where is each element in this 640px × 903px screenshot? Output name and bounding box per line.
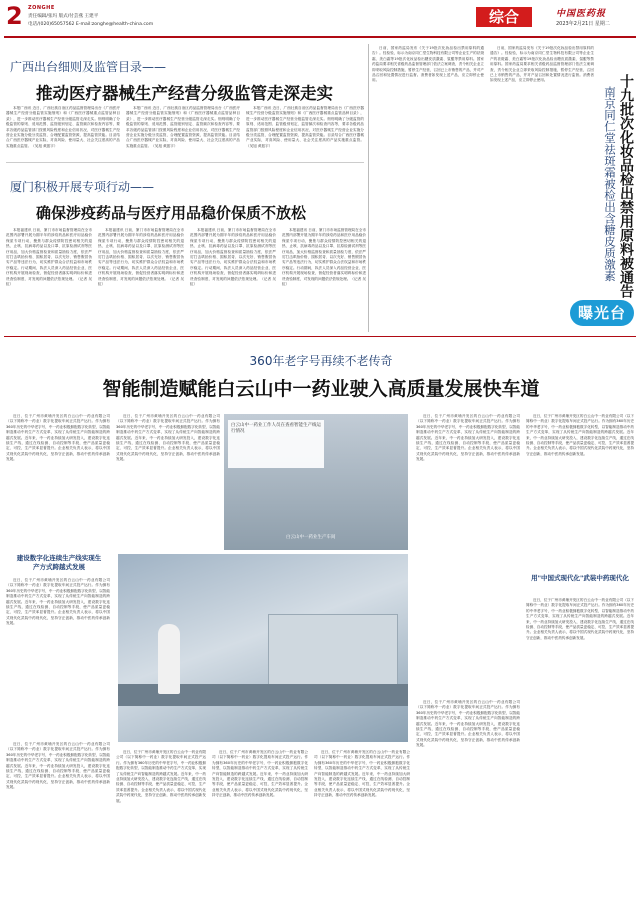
- masthead-rule: [4, 36, 636, 38]
- article1-kicker: 广西出台细则及监管目录——: [10, 60, 167, 74]
- feature-body-bottom1: 近日，位于广州市黄埔开发区的白云山中一药业有限公司（以下简称中一药业）数字化提取车间正式投产运行。作为拥有360年历史的中华老字号，中一药业积极拥抱数字化转型，以智能制造推动中药生产方式变革，实现了从传统生产向智能制造的跨越式发展。近年来，中一药业持续加大研发投入，建设数字化连续生产线，通过在线检测、自动控制等手段，使产品质量更稳定、可控，生产效率显著提升。企业相关负责人表示，将以中国式现代化武装中药现代化，坚持守正创新，推动中医药传承创新发展。: [6, 742, 110, 790]
- worker-shape: [158, 624, 180, 694]
- column-divider: [368, 44, 369, 332]
- section-title: 综合: [488, 8, 519, 26]
- feature-body-col1: 近日，位于广州市黄埔开发区的白云山中一药业有限公司（以下简称中一药业）数字化提取车间正式投产运行。作为拥有360年历史的中华老字号，中一药业积极拥抱数字化转型，以智能制造推动中药生产方式变革，实现了从传统生产向智能制造的跨越式发展。近年来，中一药业持续加大研发投入，建设数字化连续生产线，通过在线检测、自动控制等手段，使产品质量更稳定、可控，生产效率显著提升。企业相关负责人表示，将以中国式现代化武装中药现代化，坚持守正创新，推动中医药传承创新发展。: [6, 414, 110, 462]
- article1-body-col3: 本报广西讯 近日，广西壮族自治区药品监督管理局出台《广西医疗器械生产经营分级监管实施细则》和《广西医疗器械重点监管品种目录》，进一步推动医疗器械生产经营分级监管走深走实。细则明确了分级监管的原则、适用范围、监管级别划定、监管频次和检查内容等，要求各级药品监管部门按照风险程度和企业信用状况，对医疗器械生产经营企业实施分级分类监管，合理配置监管资源，提高监管效能。目录结合广西医疗器械产业实际，对高风险、使用量大、社会关注度高的产品实施重点监管。（吴旭 黄振宇）: [246, 106, 364, 148]
- masthead: [0, 0, 640, 38]
- sidebar-body-col2: 日前，国家药监局发布《关于19批次化妆品检出禁用原料的通告》。经检验，标示为南京同仁堂生物科技有限公司等企业生产的祛斑霜、美白霜等19批次化妆品检出糖皮质激素、氢醌等禁用原料。国家药监局要求相关省级药品监督管理部门依法立案调查，责令相关企业立即采取风险控制措施，暂停生产经营，召回已上市销售的产品，并对产品召回和处置情况进行监督。消费者如发现上述产品，应立即停止使用。: [490, 46, 594, 83]
- editors-line: 责任编辑/张玛 版式/付芸燕 王建平: [28, 14, 99, 19]
- article2-headline: 确保涉疫药品与医疗用品稳价保质不放松: [36, 204, 307, 222]
- section-pinyin: ZONGHE: [28, 5, 55, 11]
- exposure-tag-label: 曝光台: [577, 304, 626, 322]
- article1-divider: [6, 162, 364, 163]
- feature-body-col3: 近日，位于广州市黄埔开发区的白云山中一药业有限公司（以下简称中一药业）数字化提取车间正式投产运行。作为拥有360年历史的中华老字号，中一药业积极拥抱数字化转型，以智能制造推动中药生产方式变革，实现了从传统生产向智能制造的跨越式发展。近年来，中一药业持续加大研发投入，建设数字化连续生产线，通过在线检测、自动控制等手段，使产品质量更稳定、可控，生产效率显著提升。企业相关负责人表示，将以中国式现代化武装中药现代化，坚持守正创新，推动中医药传承创新发展。: [416, 414, 520, 462]
- caption-1: 白云山中一药业工作人员在查看智能生产线运行情况: [231, 423, 321, 434]
- article2-body-col3: 本报福建讯 日前，厦门市市场监督管理局在全市范围内部署开展为期半年的涉疫药品和医疗用品稳价保质专项行动，聚焦与群众疫情防控密切相关的退热、止咳、抗病毒药品以及口罩、抗原检测试剂等医疗用品，加大价格监督检查和质量抽检力度，依法严厉打击哄抬价格、囤积居奇、以次充好、销售假冒伪劣产品等违法行为，切实维护群众合法权益和市场秩序稳定。行动期间，执法人员深入药品经营企业、医疗机构开展现场检查，督促经营者落实明码标价和进货查验制度，对发现的问题依法依规处理。（记者 吴虹）: [190, 228, 276, 287]
- feature-body-bottom2: 近日，位于广州市黄埔开发区的白云山中一药业有限公司（以下简称中一药业）数字化提取车间正式投产运行。作为拥有360年历史的中华老字号，中一药业积极拥抱数字化转型，以智能制造推动中药生产方式变革，实现了从传统生产向智能制造的跨越式发展。近年来，中一药业持续加大研发投入，建设数字化连续生产线，通过在线检测、自动控制等手段，使产品质量更稳定、可控，生产效率显著提升。企业相关负责人表示，将以中国式现代化武装中药现代化，坚持守正创新，推动中医药传承创新发展。: [116, 750, 206, 803]
- article2-kicker: 厦门积极开展专项行动——: [10, 180, 155, 194]
- section-badge: [476, 7, 532, 27]
- feature-body-bottom5: 近日，位于广州市黄埔开发区的白云山中一药业有限公司（以下简称中一药业）数字化提取车间正式投产运行。作为拥有360年历史的中华老字号，中一药业积极拥抱数字化转型，以智能制造推动中药生产方式变革，实现了从传统生产向智能制造的跨越式发展。近年来，中一药业持续加大研发投入，建设数字化连续生产线，通过在线检测、自动控制等手段，使产品质量更稳定、可控，生产效率显著提升。企业相关负责人表示，将以中国式现代化武装中药现代化，坚持守正创新，推动中医药传承创新发展。: [416, 700, 520, 748]
- article2-body: 本报福建讯 日前，厦门市市场监督管理局在全市范围内部署开展为期半年的涉疫药品和医疗用品稳价保质专项行动，聚焦与群众疫情防控密切相关的退热、止咳、抗病毒药品以及口罩、抗原检测试剂等医疗用品，加大价格监督检查和质量抽检力度，依法严厉打击哄抬价格、囤积居奇、以次充好、销售假冒伪劣产品等违法行为，切实维护群众合法权益和市场秩序稳定。行动期间，执法人员深入药品经营企业、医疗机构开展现场检查，督促经营者落实明码标价和进货查验制度，对发现的问题依法依规处理。（记者 吴虹）: [6, 228, 92, 287]
- article1-headline: 推动医疗器械生产经营分级监管走深走实: [36, 84, 333, 103]
- article2-body-col2: 本报福建讯 日前，厦门市市场监督管理局在全市范围内部署开展为期半年的涉疫药品和医疗用品稳价保质专项行动，聚焦与群众疫情防控密切相关的退热、止咳、抗病毒药品以及口罩、抗原检测试剂等医疗用品，加大价格监督检查和质量抽检力度，依法严厉打击哄抬价格、囤积居奇、以次充好、销售假冒伪劣产品等违法行为，切实维护群众合法权益和市场秩序稳定。行动期间，执法人员深入药品经营企业、医疗机构开展现场检查，督促经营者落实明码标价和进货查验制度，对发现的问题依法依规处理。（记者 吴虹）: [98, 228, 184, 287]
- article1-body-col2: 本报广西讯 近日，广西壮族自治区药品监督管理局出台《广西医疗器械生产经营分级监管实施细则》和《广西医疗器械重点监管品种目录》，进一步推动医疗器械生产经营分级监管走深走实。细则明确了分级监管的原则、适用范围、监管级别划定、监管频次和检查内容等，要求各级药品监管部门按照风险程度和企业信用状况，对医疗器械生产经营企业实施分级分类监管，合理配置监管资源，提高监管效能。目录结合广西医疗器械产业实际，对高风险、使用量大、社会关注度高的产品实施重点监管。（吴旭 黄振宇）: [126, 106, 240, 148]
- photo-workshop: [224, 414, 408, 550]
- article2-body-col4: 本报福建讯 日前，厦门市市场监督管理局在全市范围内部署开展为期半年的涉疫药品和医疗用品稳价保质专项行动，聚焦与群众疫情防控密切相关的退热、止咳、抗病毒药品以及口罩、抗原检测试剂等医疗用品，加大价格监督检查和质量抽检力度，依法严厉打击哄抬价格、囤积居奇、以次充好、销售假冒伪劣产品等违法行为，切实维护群众合法权益和市场秩序稳定。行动期间，执法人员深入药品经营企业、医疗机构开展现场检查，督促经营者落实明码标价和进货查验制度，对发现的问题依法依规处理。（记者 吴虹）: [282, 228, 366, 287]
- caption-2: 白云山中一药业生产车间: [286, 535, 336, 540]
- exposure-tag: [570, 300, 634, 326]
- feature-headline: 智能制造赋能白云山中一药业驶入高质量发展快车道: [102, 378, 540, 400]
- feature-body-bottom3: 近日，位于广州市黄埔开发区的白云山中一药业有限公司（以下简称中一药业）数字化提取车间正式投产运行。作为拥有360年历史的中华老字号，中一药业积极拥抱数字化转型，以智能制造推动中药生产方式变革，实现了从传统生产向智能制造的跨越式发展。近年来，中一药业持续加大研发投入，建设数字化连续生产线，通过在线检测、自动控制等手段，使产品质量更稳定、可控，生产效率显著提升。企业相关负责人表示，将以中国式现代化武装中药现代化，坚持守正创新，推动中医药传承创新发展。: [212, 750, 308, 798]
- feature-kicker: 360年老字号再续不老传奇: [249, 354, 393, 368]
- caption-box-2: [284, 532, 404, 546]
- photo-production-line: [118, 554, 408, 742]
- feature-body-col2: 近日，位于广州市黄埔开发区的白云山中一药业有限公司（以下简称中一药业）数字化提取车间正式投产运行。作为拥有360年历史的中华老字号，中一药业积极拥抱数字化转型，以智能制造推动中药生产方式变革，实现了从传统生产向智能制造的跨越式发展。近年来，中一药业持续加大研发投入，建设数字化连续生产线，通过在线检测、自动控制等手段，使产品质量更稳定、可控，生产效率显著提升。企业相关负责人表示，将以中国式现代化武装中药现代化，坚持守正创新，推动中医药传承创新发展。: [116, 414, 220, 462]
- article-xiamen: [6, 166, 366, 326]
- feature-body-col4: 近日，位于广州市黄埔开发区的白云山中一药业有限公司（以下简称中一药业）数字化提取车间正式投产运行。作为拥有360年历史的中华老字号，中一药业积极拥抱数字化转型，以智能制造推动中药生产方式变革，实现了从传统生产向智能制造的跨越式发展。近年来，中一药业持续加大研发投入，建设数字化连续生产线，通过在线检测、自动控制等手段，使产品质量更稳定、可控，生产效率显著提升。企业相关负责人表示，将以中国式现代化武装中药现代化，坚持守正创新，推动中医药传承创新发展。: [526, 414, 634, 456]
- paper-name: 中国医药报: [556, 9, 607, 19]
- feature-article: [6, 340, 636, 900]
- article-guangxi: [6, 44, 366, 160]
- feature-subhead-2: 用"中国式现代化"武装中药现代化: [531, 574, 629, 582]
- sidebar-byline: 南京同仁堂祛斑霜被检出含糖皮质激素: [603, 86, 617, 282]
- issue-date: 2023年2月21日 星期二: [556, 21, 610, 27]
- sidebar-exposure: [372, 44, 636, 334]
- sidebar-headline: 十九批次化妆品检出禁用原料被通告: [618, 74, 634, 298]
- caption-box-1: [228, 420, 324, 468]
- contact-line: 电话/(020)65057562 E-mail:zonghe@health-china.com: [28, 22, 154, 27]
- feature-body-col4b: 近日，位于广州市黄埔开发区的白云山中一药业有限公司（以下简称中一药业）数字化提取车间正式投产运行。作为拥有360年历史的中华老字号，中一药业积极拥抱数字化转型，以智能制造推动中药生产方式变革，实现了从传统生产向智能制造的跨越式发展。近年来，中一药业持续加大研发投入，建设数字化连续生产线，通过在线检测、自动控制等手段，使产品质量更稳定、可控，生产效率显著提升。企业相关负责人表示，将以中国式现代化武装中药现代化，坚持守正创新，推动中医药传承创新发展。: [526, 598, 634, 640]
- feature-subhead-1: 建设数字化连续生产线实现生产方式跨越式发展: [16, 554, 102, 571]
- sidebar-body: 日前，国家药监局发布《关于19批次化妆品检出禁用原料的通告》。经检验，标示为南京同仁堂生物科技有限公司等企业生产的祛斑霜、美白霜等19批次化妆品检出糖皮质激素、氢醌等禁用原料。国家药监局要求相关省级药品监督管理部门依法立案调查，责令相关企业立即采取风险控制措施，暂停生产经营，召回已上市销售的产品，并对产品召回和处置情况进行监督。消费者如发现上述产品，应立即停止使用。: [372, 46, 484, 83]
- article1-body: 本报广西讯 近日，广西壮族自治区药品监督管理局出台《广西医疗器械生产经营分级监管实施细则》和《广西医疗器械重点监管品种目录》，进一步推动医疗器械生产经营分级监管走深走实。细则明确了分级监管的原则、适用范围、监管级别划定、监管频次和检查内容等，要求各级药品监管部门按照风险程度和企业信用状况，对医疗器械生产经营企业实施分级分类监管，合理配置监管资源，提高监管效能。目录结合广西医疗器械产业实际，对高风险、使用量大、社会关注度高的产品实施重点监管。（吴旭 黄振宇）: [6, 106, 120, 148]
- feature-body-bottom4: 近日，位于广州市黄埔开发区的白云山中一药业有限公司（以下简称中一药业）数字化提取车间正式投产运行。作为拥有360年历史的中华老字号，中一药业积极拥抱数字化转型，以智能制造推动中药生产方式变革，实现了从传统生产向智能制造的跨越式发展。近年来，中一药业持续加大研发投入，建设数字化连续生产线，通过在线检测、自动控制等手段，使产品质量更稳定、可控，生产效率显著提升。企业相关负责人表示，将以中国式现代化武装中药现代化，坚持守正创新，推动中医药传承创新发展。: [314, 750, 410, 798]
- feature-top-rule: [4, 336, 636, 337]
- page-number: 2: [6, 2, 23, 30]
- feature-body-col1b: 近日，位于广州市黄埔开发区的白云山中一药业有限公司（以下简称中一药业）数字化提取车间正式投产运行。作为拥有360年历史的中华老字号，中一药业积极拥抱数字化转型，以智能制造推动中药生产方式变革，实现了从传统生产向智能制造的跨越式发展。近年来，中一药业持续加大研发投入，建设数字化连续生产线，通过在线检测、自动控制等手段，使产品质量更稳定、可控，生产效率显著提升。企业相关负责人表示，将以中国式现代化武装中药现代化，坚持守正创新，推动中医药传承创新发展。: [6, 578, 110, 626]
